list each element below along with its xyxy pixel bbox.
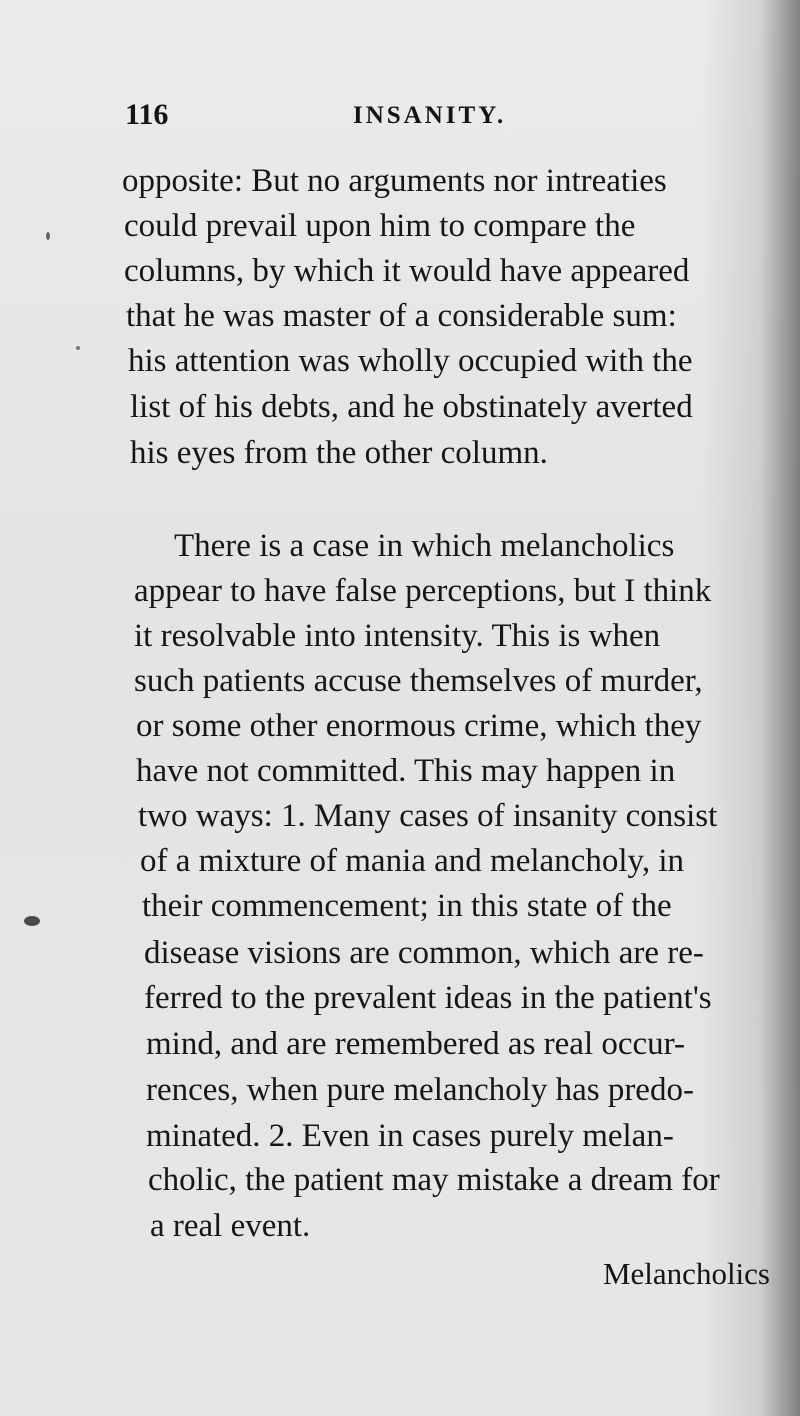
text-line: mind, and are remembered as real occur- [146,1026,685,1062]
text-line: it resolvable into intensity. This is when [134,618,661,654]
text-line: or some other enormous crime, which they [136,708,702,744]
page-number: 116 [125,98,169,131]
paper-blemish [76,346,80,350]
text-line: minated. 2. Even in cases purely melan- [146,1118,674,1154]
text-line: of a mixture of mania and melancholy, in [140,843,685,879]
text-line: their commencement; in this state of the [142,888,672,924]
text-line: list of his debts, and he obstinately averted [130,389,693,425]
text-line: his eyes from the other column. [130,435,548,471]
text-line: have not committed. This may happen in [136,753,676,789]
running-title: INSANITY. [353,102,507,129]
text-line: two ways: 1. Many cases of insanity consist [138,798,718,834]
text-line: ferred to the prevalent ideas in the patient's [144,980,712,1016]
text-line: columns, by which it would have appeared [124,253,690,289]
text-line: that he was master of a considerable sum: [126,298,677,334]
text-line: opposite: But no arguments nor intreaties [122,163,667,199]
text-line: cholic, the patient may mistake a dream for [148,1162,720,1198]
text-line: his attention was wholly occupied with the [128,343,693,379]
text-line: appear to have false perceptions, but I think [134,573,712,609]
text-line: could prevail upon him to compare the [124,208,636,244]
text-line: such patients accuse themselves of murder, [134,663,703,699]
text-line: a real event. [150,1208,311,1244]
text-line: disease visions are common, which are re- [144,935,704,971]
paper-blemish [46,232,50,240]
text-line: There is a case in which melancholics [174,528,675,564]
text-line: rences, when pure melancholy has predo- [146,1072,694,1108]
page-header [125,98,605,138]
paper-blemish [24,916,40,926]
catchword: Melancholics [602,1256,770,1291]
